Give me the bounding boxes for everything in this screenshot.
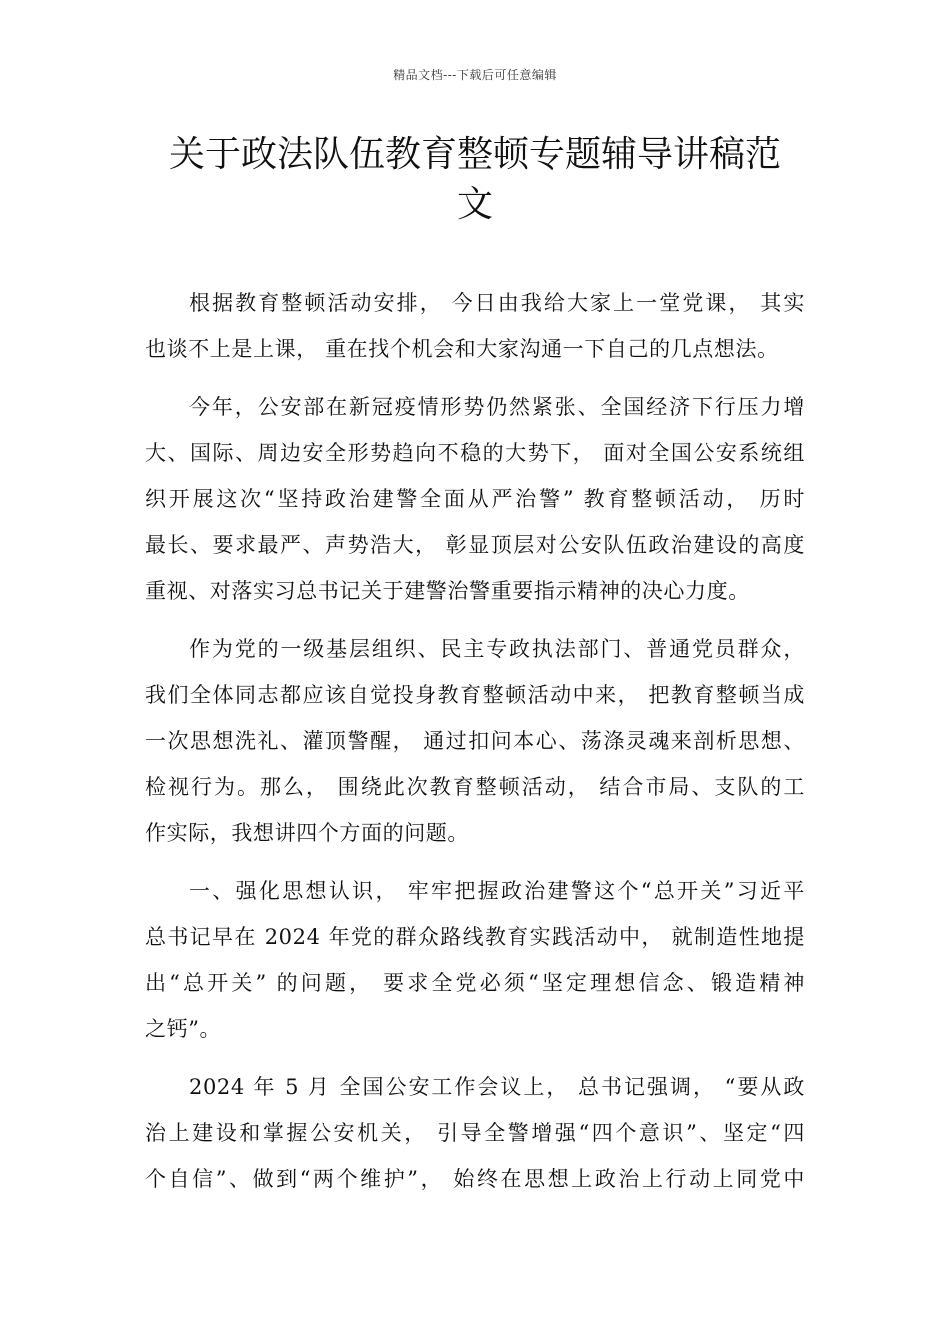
- paragraph-line: 治上建设和掌握公安机关， 引导全警增强“四个意识”、坚定“四: [145, 1121, 805, 1145]
- paragraph-line: 检视行为。那么， 围绕此次教育整顿活动， 结合市局、支队的工: [145, 775, 805, 799]
- document-body: [145, 280, 805, 1202]
- paragraph-line: 作实际，我想讲四个方面的问题。: [145, 821, 469, 845]
- document-title: [145, 130, 805, 230]
- paragraph-line: 最长、要求最严、声势浩大， 彰显顶层对公安队伍政治建设的高度: [145, 533, 805, 557]
- title-line: 关于政法队伍教育整顿专题辅导讲稿范: [168, 134, 781, 175]
- paragraph: [145, 384, 805, 614]
- paragraph: [145, 626, 805, 856]
- paragraph-line: 出“总开关” 的问题， 要求全党必须“坚定理想信念、锻造精神: [145, 971, 805, 995]
- paragraph-line: 2024 年 5 月 全国公安工作会议上， 总书记强调， “要从政: [189, 1075, 805, 1099]
- title-line: 文: [456, 184, 493, 225]
- paragraph: [145, 1064, 805, 1202]
- paragraph-line: 根据教育整顿活动安排， 今日由我给大家上一堂党课， 其实: [189, 291, 805, 315]
- paragraph-line: 之钙”。: [145, 1017, 222, 1041]
- header-note: 精品文档---下载后可任意编辑: [393, 68, 557, 82]
- paragraph-line: 今年，公安部在新冠疫情形势仍然紧张、全国经济下行压力增: [189, 395, 805, 419]
- paragraph-line: 重视、对落实习总书记关于建警治警重要指示精神的决心力度。: [145, 579, 750, 603]
- paragraph-line: 个自信”、做到“两个维护”， 始终在思想上政治上行动上同党中: [145, 1167, 805, 1191]
- paragraph-line: 一次思想洗礼、灌顶警醒， 通过扣问本心、荡涤灵魂来剖析思想、: [145, 729, 805, 753]
- paragraph: [145, 868, 805, 1052]
- paragraph-line: 我们全体同志都应该自觉投身教育整顿活动中来， 把教育整顿当成: [145, 683, 805, 707]
- paragraph-line: 织开展这次“坚持政治建警全面从严治警” 教育整顿活动， 历时: [145, 487, 805, 511]
- paragraph-line: 也谈不上是上课， 重在找个机会和大家沟通一下自己的几点想法。: [145, 337, 779, 361]
- paragraph: [145, 280, 805, 372]
- paragraph-line: 大、国际、周边安全形势趋向不稳的大势下， 面对全国公安系统组: [145, 441, 805, 465]
- paragraph-line: 一、强化思想认识， 牢牢把握政治建警这个“总开关”习近平: [189, 879, 805, 903]
- paragraph-line: 作为党的一级基层组织、民主专政执法部门、普通党员群众，: [189, 637, 805, 661]
- paragraph-line: 总书记早在 2024 年党的群众路线教育实践活动中， 就制造性地提: [145, 925, 805, 949]
